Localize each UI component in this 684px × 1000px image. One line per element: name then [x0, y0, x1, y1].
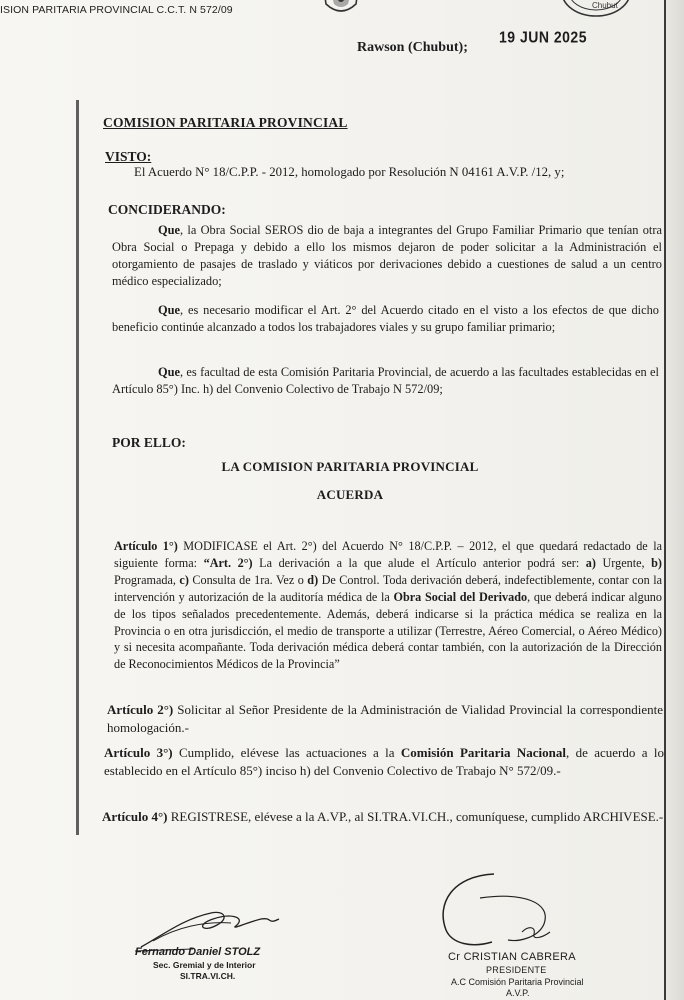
article-3: Artículo 3°) Cumplido, elévese las actuaciones a la Comisión Paritaria Nacional, de acuerdo a lo establecido en el Artículo 85°) inciso h) del Convenio Colectivo de Trabajo N° 572/09.-	[104, 745, 664, 778]
right-signer-name: Cr CRISTIAN CABRERA	[448, 951, 576, 963]
seal-stamp-icon	[558, 0, 634, 20]
article-4: Artículo 4°) REGISTRESE, elévese a la A.VP., al SI.TRA.VI.CH., comuníquese, cumplido ARCHIVESE.-	[102, 809, 664, 824]
right-signer-org-2: A.V.P.	[506, 988, 530, 998]
left-signer-org: SI.TRA.VI.CH.	[180, 971, 236, 981]
institution-header: ISION PARITARIA PROVINCIAL C.C.T. N 572/09	[0, 4, 233, 16]
left-signer-name: Fernando Daniel STOLZ	[135, 946, 261, 958]
page-edge	[664, 0, 684, 1000]
right-signer-role: PRESIDENTE	[486, 965, 547, 975]
body-title: LA COMISION PARITARIA PROVINCIAL	[221, 459, 479, 474]
considerando-heading: CONCIDERANDO:	[108, 202, 226, 217]
acuerda-heading: ACUERDA	[316, 487, 384, 502]
margin-line	[76, 100, 79, 835]
considerando-paragraph-1: Que, la Obra Social SEROS dio de baja a integrantes del Grupo Familiar Primario que tenían otra Obra Social o Prepaga y debido a ello los mismos dejaron de poder solicitar a la Administración el otorgamiento de pasajes de traslado y viáticos por derivaciones debido a cuestiones de salud a un centro médico especializado;	[112, 223, 662, 288]
left-signer-role: Sec. Gremial y de Interior	[153, 960, 256, 970]
right-signer-org: A.C Comisión Paritaria Provincial	[451, 977, 584, 987]
visto-text: El Acuerdo N° 18/C.P.P. - 2012, homologado por Resolución N 04161 A.V.P. /12, y;	[134, 165, 565, 179]
provincial-crest-icon	[320, 0, 362, 16]
place-line: Rawson (Chubut);	[357, 40, 468, 55]
por-ello-heading: POR ELLO:	[112, 435, 186, 450]
que-label: Que	[158, 223, 181, 237]
considerando-paragraph-2: Que, es necesario modificar el Art. 2° del Acuerdo citado en el visto a los efectos de que dicho beneficio continúe alcanzado a todos los trabajadores viales y su grupo familiar primario;	[112, 303, 659, 334]
visto-heading: VISTO:	[105, 149, 152, 164]
article-2: Artículo 2°) Solicitar al Señor Presidente de la Administración de Vialidad Provincial la correspondiente homologación.-	[107, 702, 663, 735]
considerando-paragraph-3: Que, es facultad de esta Comisión Paritaria Provincial, de acuerdo a las facultades establecidas en el Artículo 85°) Inc. h) del Convenio Colectivo de Trabajo N 572/09;	[112, 365, 659, 396]
article-1: Artículo 1°) MODIFICASE el Art. 2°) del Acuerdo N° 18/C.P.P. – 2012, el que quedará redactado de la siguiente forma: “Art. 2°) La derivación a la que alude el Artículo anterior podrá ser: a) Urgente, b) Programada, c) Consulta de 1ra. Vez o d) De Control. Toda derivación deberá, indefectiblemente, contar con la intervención y autorización de la auditoría médica de la Obra Social del Derivado, que deberá indicar alguno de los tipos señalados precedentemente. Además, deberá indicarse si la práctica médica se realiza en la Provincia o en otra jurisdicción, el medio de transporte a utilizar (Terrestre, Aéreo Comercial, o Aéreo Médico) y si necesita acompañante. Toda derivación médica deberá contar también, con la autorización de la Dirección de Reconocimientos Médicos de la Provincia”	[114, 539, 662, 672]
que-label: Que	[158, 365, 181, 379]
right-signature-scribble-icon	[432, 868, 582, 958]
seal-text: Chubut	[592, 1, 618, 10]
document-title: COMISION PARITARIA PROVINCIAL	[103, 115, 348, 130]
que-label: Que	[158, 303, 181, 317]
date-stamp: 19 JUN 2025	[499, 27, 588, 47]
